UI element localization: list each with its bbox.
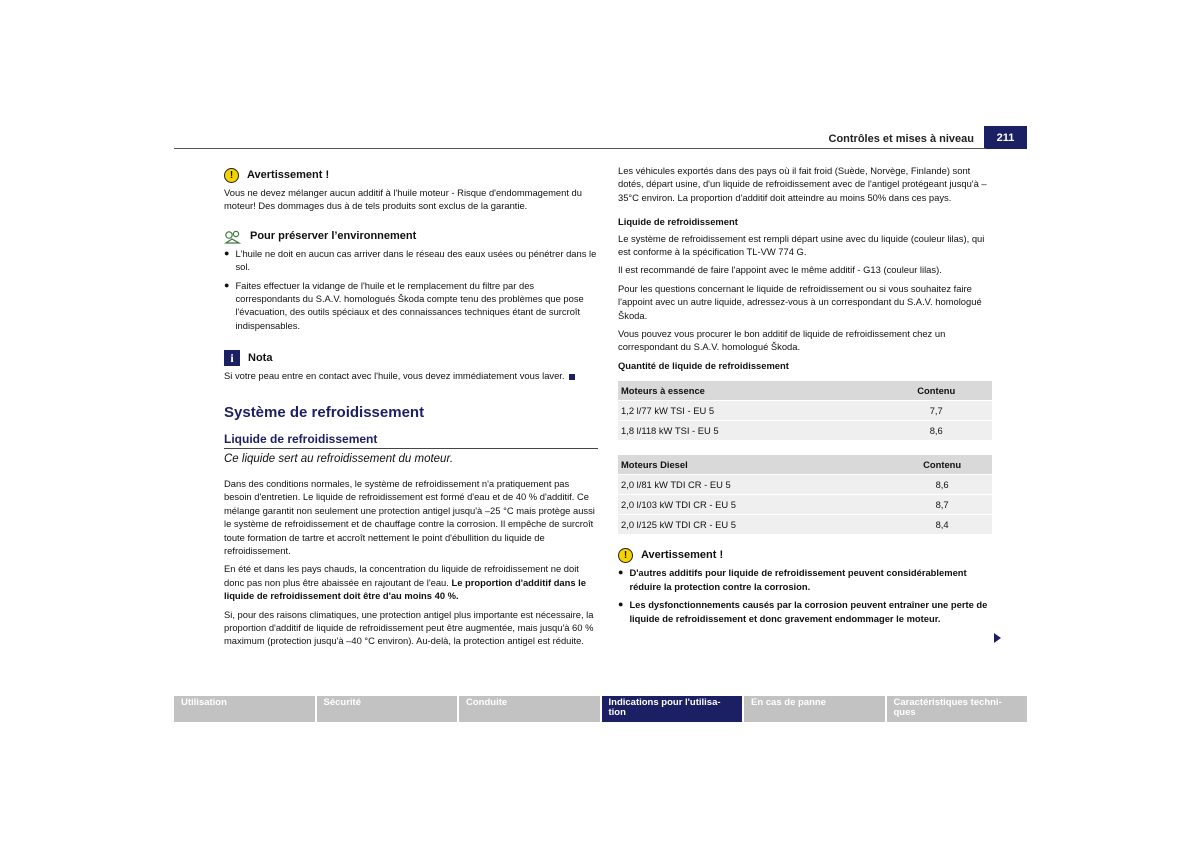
bullet-text: L'huile ne doit en aucun cas arriver dans le réseau des eaux usées ou pénétrer dans le sol. — [235, 247, 597, 273]
subsection-title: Liquide de refroidissement — [224, 433, 598, 449]
table-cell: 7,7 — [880, 401, 992, 421]
table-cell: 8,6 — [892, 475, 992, 495]
note-heading — [224, 350, 598, 366]
warning-text: Vous ne devez mélanger aucun additif à l'huile moteur - Risque d'endommagement du moteur! Des dommages dus à de tels produits sont exclus de la garantie. — [224, 187, 582, 212]
table-header-row — [618, 381, 992, 401]
note-title: Nota — [248, 351, 273, 364]
table-cell: 2,0 l/125 kW TDI CR - EU 5 — [618, 515, 892, 535]
info-icon: i — [224, 350, 240, 366]
chapter-nav — [174, 696, 1027, 722]
table-header-cell: Moteurs à essence — [618, 381, 880, 401]
coolant-heading: Liquide de refroidissement — [618, 216, 738, 228]
bullet-dot: ● — [224, 279, 230, 290]
body-paragraph: Les véhicules exportés dans des pays où il fait froid (Suède, Norvège, Finlande) sont dotés, départ usine, d'un liquide de refroidissement avec de l'antigel protégeant jusqu'à –35°C environ. La proportion d'additif doit atteindre au moins 50% dans ces pays. — [618, 165, 987, 203]
body-paragraph: Vous pouvez vous procurer le bon additif de liquide de refroidissement chez un correspondant du S.A.V. homologué Škoda. — [618, 328, 946, 353]
bullet-dot: ● — [618, 599, 624, 610]
paragraph-emphasis: Le proportion d'additif dans le liquide de refroidissement doit être d'au moins 40 %. — [224, 576, 587, 602]
body-paragraph: Si, pour des raisons climatiques, une protection antigel plus importante est nécessaire, la proportion d'additif de liquide de refroidissement peut être augmentée, mais jusqu'à 60 % maximum (protection jusqu'à –40 °C environ). Au-delà, la protection antigel est réduite. — [224, 608, 594, 647]
table-header-cell: Contenu — [892, 455, 992, 475]
table-cell: 8,6 — [880, 421, 992, 441]
paragraph-start: En été et dans les pays chauds, la concentration du liquide de refroidissement ne doit donc pas non plus être abaissée en rajoutant de l'eau. — [224, 563, 579, 588]
page-number: 211 — [984, 126, 1027, 149]
warning-title: Avertissement ! — [247, 168, 330, 181]
bullet-dot: ● — [224, 247, 230, 258]
body-paragraph: Il est recommandé de faire l'appoint avec le même additif - G13 (couleur lilas). — [618, 264, 942, 276]
left-column — [224, 168, 598, 653]
table-cell: 1,8 l/118 kW TSI - EU 5 — [618, 421, 880, 441]
table-header-cell: Moteurs Diesel — [618, 455, 892, 475]
table-row — [618, 475, 992, 495]
environment-title: Pour préserver l’environnement — [250, 230, 417, 243]
body-paragraph: Le système de refroidissement est rempli départ usine avec du liquide (couleur lilas), qui est conforme à la spécification TL-VW 774 G. — [618, 232, 985, 258]
table-cell: 8,7 — [892, 495, 992, 515]
warning-heading — [618, 548, 992, 563]
right-column — [618, 164, 992, 630]
table-row — [618, 421, 992, 441]
quantity-heading: Quantité de liquide de refroidissement — [618, 359, 789, 371]
bullet-text: Faites effectuer la vidange de l'huile et le remplacement du filtre par des correspondants du S.A.V. homologués Škoda compte tenu des problèmes que pose l'évacuation, des outils spéciaux et des connaissances techniques étant de surcroît indispensables. — [235, 279, 584, 331]
table-header-row — [618, 455, 992, 475]
petrol-engine-table — [618, 381, 992, 440]
environment-icon — [224, 230, 242, 244]
table-cell: 1,2 l/77 kW TSI - EU 5 — [618, 401, 880, 421]
nav-tab-securite[interactable]: Sécurité — [317, 696, 458, 722]
environment-bullet — [224, 279, 598, 333]
table-header-cell: Contenu — [880, 381, 992, 401]
bullet-text: D'autres additifs pour liquide de refroidissement peuvent considérablement réduire la protection contre la corrosion. — [629, 567, 967, 592]
bullet-text: Les dysfonctionnements causés par la corrosion peuvent entraîner une perte de liquide de refroidissement et donc gravement endommager le moteur. — [629, 599, 988, 624]
header-rule — [174, 148, 986, 149]
note-text-body: Si votre peau entre en contact avec l'huile, vous devez immédiatement vous laver. — [224, 370, 565, 382]
lead-text: Ce liquide sert au refroidissement du moteur. — [224, 453, 454, 466]
continue-arrow-icon — [994, 633, 1001, 643]
table-row — [618, 515, 992, 535]
bullet-dot: ● — [618, 567, 624, 578]
nav-tab-en-cas-de-panne[interactable]: En cas de panne — [744, 696, 885, 722]
body-paragraph — [224, 562, 598, 602]
warning-heading — [224, 168, 598, 183]
section-title: Système de refroidissement — [224, 403, 425, 421]
end-of-section-icon — [569, 374, 575, 380]
warning-bullet — [618, 598, 992, 625]
table-row — [618, 401, 992, 421]
running-header-title: Contrôles et mises à niveau — [828, 133, 974, 145]
body-paragraph: Pour les questions concernant le liquide de refroidissement ou si vous souhaitez faire l'appoint avec un autre liquide, adressez-vous à un correspondant du S.A.V. homologué Škoda. — [618, 282, 982, 321]
warning-icon: ! — [224, 168, 239, 183]
warning-bullet — [618, 566, 992, 593]
nav-tab-conduite[interactable]: Conduite — [459, 696, 600, 722]
warning-icon: ! — [618, 548, 633, 563]
nav-tab-indications[interactable]: Indications pour l'utilisa- tion — [602, 696, 743, 722]
note-text — [224, 369, 598, 382]
nav-tab-utilisation[interactable]: Utilisation — [174, 696, 315, 722]
environment-bullet — [224, 247, 598, 274]
body-paragraph: Dans des conditions normales, le système de refroidissement n'a pratiquement pas besoin d'entretien. Le liquide de refroidissement est formé d'eau et de 40 % d'additif. Ce mélange garantit non seulement une protection antigel jusqu'à –25 °C mais protège aussi le système de refroidissement et de chauffage contre la corrosion. Il empêche de surcroît toute formation de tartre et accroît nettement le point d'ébullition du liquide de refroidissement. — [224, 477, 595, 556]
table-row — [618, 495, 992, 515]
nav-tab-caracteristiques[interactable]: Caractéristiques techni- ques — [887, 696, 1028, 722]
diesel-engine-table — [618, 455, 992, 534]
table-cell: 2,0 l/103 kW TDI CR - EU 5 — [618, 495, 892, 515]
table-cell: 2,0 l/81 kW TDI CR - EU 5 — [618, 475, 892, 495]
environment-heading — [224, 230, 598, 244]
warning-title: Avertissement ! — [641, 549, 724, 562]
table-cell: 8,4 — [892, 515, 992, 535]
